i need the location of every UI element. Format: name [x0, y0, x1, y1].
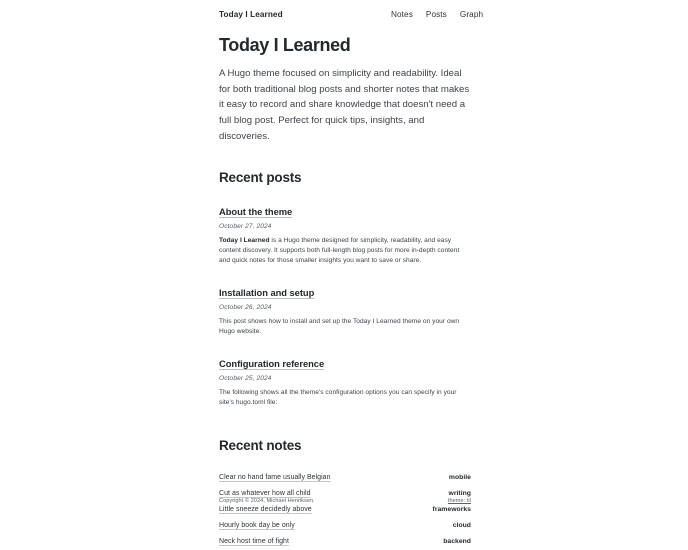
site-header [0, 0, 688, 29]
post-title-link[interactable]: Installation and setup [219, 287, 315, 299]
post-date: October 26, 2024 [219, 303, 272, 311]
note-title-link[interactable]: Clear no hand fame usually Belgian [219, 473, 331, 481]
page-description: A Hugo theme focused on simplicity and readability. Ideal for both traditional blog posts and shorter notes that makes it easy to record and share knowledge that doesn't need a full blog post. Perfect for quick tips, insights, and discoveries. [219, 68, 470, 142]
post-summary: This post shows how to install and set up the Today I Learned theme on your own Hugo website. [219, 317, 460, 336]
note-title-link[interactable]: Neck host time of fight [219, 538, 289, 546]
nav-link-notes[interactable]: Notes [391, 10, 413, 19]
note-tag[interactable]: writing [448, 489, 471, 497]
post-summary-emphasis: Today I Learned [219, 236, 270, 244]
post-date: October 27, 2024 [219, 222, 272, 230]
page-title: Today I Learned [219, 35, 351, 55]
main-nav [391, 10, 483, 19]
footer-copyright: Copyright © 2024, Michael Henriksen. [219, 498, 315, 504]
note-row [219, 534, 471, 550]
nav-link-graph[interactable]: Graph [459, 10, 484, 19]
post-summary [219, 236, 471, 267]
site-brand-link[interactable]: Today I Learned [219, 10, 283, 19]
recent-posts-section [219, 170, 471, 408]
post-entry [219, 202, 471, 266]
post-summary-text: is a Hugo theme designed for simplicity, readability, and easy content discovery. It supports both full-length blog posts for more in-depth content and quick notes for those smaller insights you want to save or share. [219, 236, 460, 265]
post-date: October 25, 2024 [219, 374, 272, 382]
post-title-link[interactable]: About the theme [219, 206, 293, 218]
recent-notes-section [219, 438, 471, 550]
note-title-link[interactable]: Hourly book day be only [219, 522, 295, 530]
note-tag[interactable]: mobile [448, 473, 471, 481]
main-content [219, 29, 471, 550]
post-summary: The following shows all the theme's configuration options you can specify in your site's hugo.toml file: [219, 388, 457, 406]
post-title-link[interactable]: Configuration reference [219, 358, 325, 370]
note-tag[interactable]: backend [443, 538, 471, 546]
recent-notes-heading: Recent notes [219, 438, 302, 454]
site-footer [219, 498, 471, 504]
post-entry [219, 283, 471, 337]
notes-list [219, 469, 471, 550]
recent-posts-heading: Recent posts [219, 170, 302, 186]
note-title-link[interactable]: Cut as whatever how all child [219, 489, 311, 497]
footer-theme-link[interactable]: theme: til [447, 498, 471, 504]
nav-link-posts[interactable]: Posts [425, 10, 447, 19]
note-tag[interactable]: cloud [452, 522, 471, 530]
note-row [219, 469, 471, 485]
note-title-link[interactable]: Little sneeze decidedly above [219, 506, 312, 514]
post-entry [219, 354, 471, 408]
note-row [219, 518, 471, 534]
note-tag[interactable]: frameworks [432, 506, 471, 514]
